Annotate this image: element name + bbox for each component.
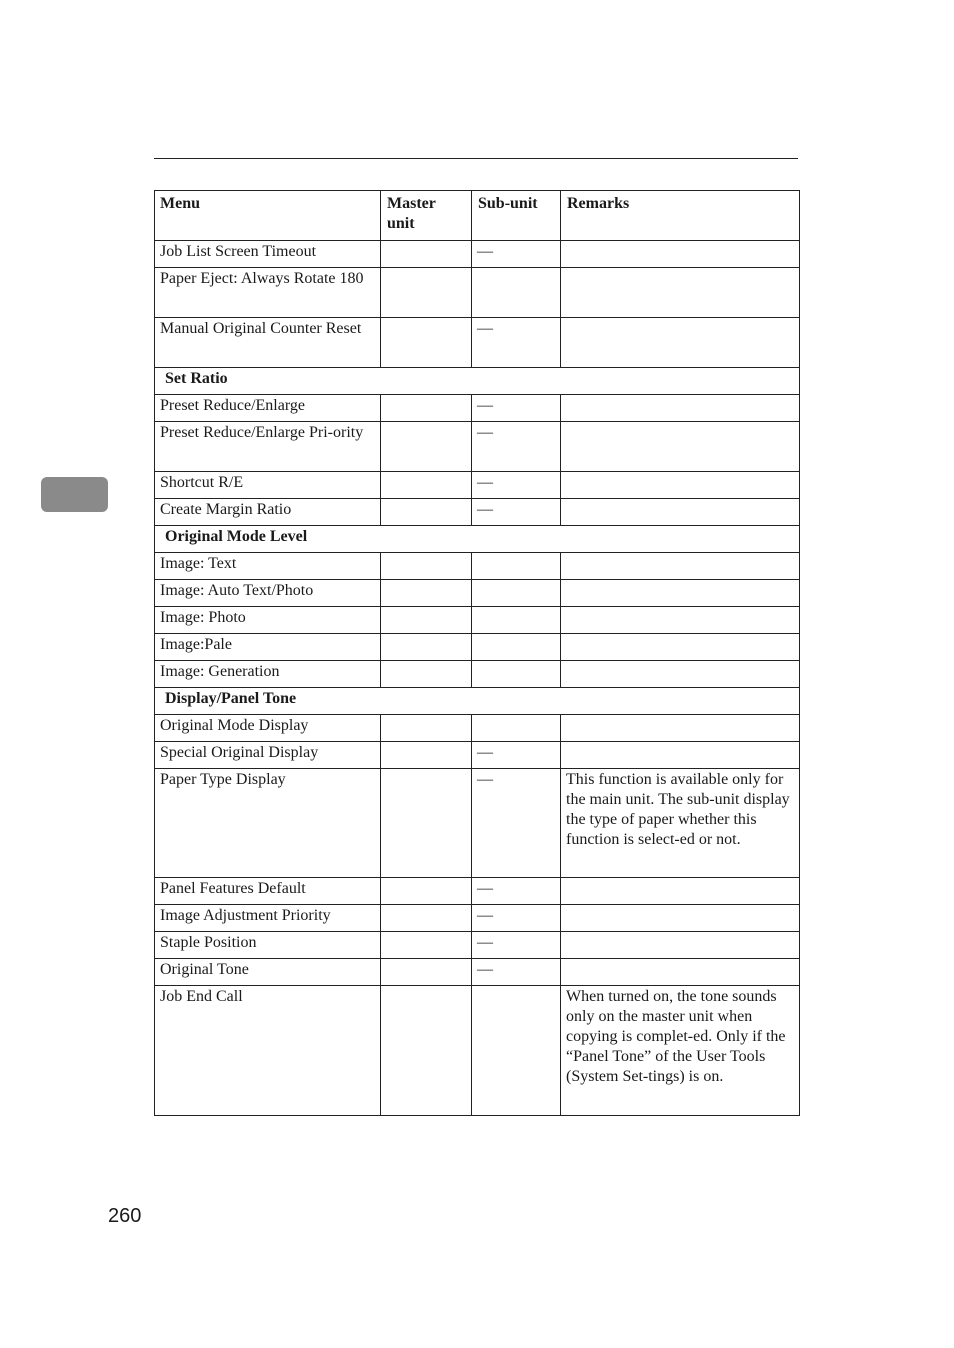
table-header-row (155, 191, 800, 241)
remarks-cell (561, 715, 800, 742)
remarks-cell (561, 661, 800, 688)
remarks-cell: This function is available only for the main unit. The sub-unit display the type of paper whether this function is select-ed or not. (561, 769, 800, 878)
menu-cell: Image Adjustment Priority (155, 905, 381, 932)
sub-unit-cell (472, 553, 561, 580)
sub-unit-cell (472, 715, 561, 742)
table-row (155, 318, 800, 368)
table-row (155, 553, 800, 580)
sub-unit-cell: — (472, 318, 561, 368)
section-row (155, 526, 800, 553)
settings-table (154, 190, 800, 1116)
sub-unit-cell: — (472, 769, 561, 878)
remarks-cell (561, 878, 800, 905)
header-menu: Menu (155, 191, 381, 241)
menu-cell: Manual Original Counter Reset (155, 318, 381, 368)
menu-cell: Image: Text (155, 553, 381, 580)
header-rule (154, 158, 798, 159)
menu-cell: Panel Features Default (155, 878, 381, 905)
remarks-cell (561, 580, 800, 607)
master-cell (381, 932, 472, 959)
table-row (155, 472, 800, 499)
section-heading: Original Mode Level (155, 526, 800, 553)
remarks-cell (561, 422, 800, 472)
remarks-cell (561, 472, 800, 499)
menu-cell: Original Tone (155, 959, 381, 986)
sub-unit-cell: — (472, 932, 561, 959)
remarks-cell (561, 318, 800, 368)
master-cell (381, 986, 472, 1116)
menu-cell: Image: Photo (155, 607, 381, 634)
header-master-unit: Master unit (381, 191, 472, 241)
remarks-cell (561, 607, 800, 634)
menu-cell: Shortcut R/E (155, 472, 381, 499)
sub-unit-cell: — (472, 422, 561, 472)
menu-cell: Staple Position (155, 932, 381, 959)
sub-unit-cell (472, 580, 561, 607)
master-cell (381, 715, 472, 742)
sub-unit-cell (472, 986, 561, 1116)
master-cell (381, 472, 472, 499)
master-cell (381, 395, 472, 422)
remarks-cell (561, 395, 800, 422)
remarks-cell (561, 905, 800, 932)
remarks-cell (561, 268, 800, 318)
sub-unit-cell (472, 634, 561, 661)
sub-unit-cell (472, 607, 561, 634)
table-row (155, 241, 800, 268)
table-row (155, 986, 800, 1116)
menu-cell: Preset Reduce/Enlarge (155, 395, 381, 422)
table-row (155, 905, 800, 932)
master-cell (381, 742, 472, 769)
master-cell (381, 959, 472, 986)
master-cell (381, 905, 472, 932)
menu-cell: Image: Auto Text/Photo (155, 580, 381, 607)
table-row (155, 959, 800, 986)
chapter-tab (41, 477, 108, 512)
sub-unit-cell: — (472, 959, 561, 986)
master-cell (381, 241, 472, 268)
sub-unit-cell: — (472, 742, 561, 769)
table-row (155, 661, 800, 688)
table-row (155, 742, 800, 769)
table-row (155, 769, 800, 878)
menu-cell: Job List Screen Timeout (155, 241, 381, 268)
menu-cell: Paper Type Display (155, 769, 381, 878)
section-row (155, 688, 800, 715)
table-row (155, 580, 800, 607)
section-row (155, 368, 800, 395)
table-row (155, 715, 800, 742)
remarks-cell (561, 634, 800, 661)
master-cell (381, 580, 472, 607)
sub-unit-cell: — (472, 395, 561, 422)
section-heading: Set Ratio (155, 368, 800, 395)
table-row (155, 395, 800, 422)
menu-cell: Original Mode Display (155, 715, 381, 742)
sub-unit-cell (472, 268, 561, 318)
table-row (155, 878, 800, 905)
remarks-cell: When turned on, the tone sounds only on the master unit when copying is complet-ed. Only if the “Panel Tone” of the User Tools (System Set-tings) is on. (561, 986, 800, 1116)
menu-cell: Special Original Display (155, 742, 381, 769)
table-row (155, 634, 800, 661)
master-cell (381, 769, 472, 878)
table-row (155, 268, 800, 318)
sub-unit-cell: — (472, 905, 561, 932)
sub-unit-cell: — (472, 241, 561, 268)
table-row (155, 607, 800, 634)
page-number: 260 (108, 1205, 142, 1227)
table-row (155, 932, 800, 959)
sub-unit-cell: — (472, 878, 561, 905)
sub-unit-cell (472, 661, 561, 688)
master-cell (381, 422, 472, 472)
remarks-cell (561, 959, 800, 986)
master-cell (381, 607, 472, 634)
menu-cell: Image:Pale (155, 634, 381, 661)
master-cell (381, 268, 472, 318)
master-cell (381, 499, 472, 526)
master-cell (381, 318, 472, 368)
master-cell (381, 878, 472, 905)
remarks-cell (561, 742, 800, 769)
master-cell (381, 634, 472, 661)
sub-unit-cell: — (472, 472, 561, 499)
remarks-cell (561, 241, 800, 268)
remarks-cell (561, 499, 800, 526)
menu-cell: Create Margin Ratio (155, 499, 381, 526)
table-row (155, 499, 800, 526)
menu-cell: Image: Generation (155, 661, 381, 688)
menu-cell: Paper Eject: Always Rotate 180 (155, 268, 381, 318)
header-remarks: Remarks (561, 191, 800, 241)
remarks-cell (561, 553, 800, 580)
master-cell (381, 661, 472, 688)
menu-cell: Job End Call (155, 986, 381, 1116)
remarks-cell (561, 932, 800, 959)
table-row (155, 422, 800, 472)
sub-unit-cell: — (472, 499, 561, 526)
section-heading: Display/Panel Tone (155, 688, 800, 715)
master-cell (381, 553, 472, 580)
header-sub-unit: Sub-unit (472, 191, 561, 241)
menu-cell: Preset Reduce/Enlarge Pri-ority (155, 422, 381, 472)
